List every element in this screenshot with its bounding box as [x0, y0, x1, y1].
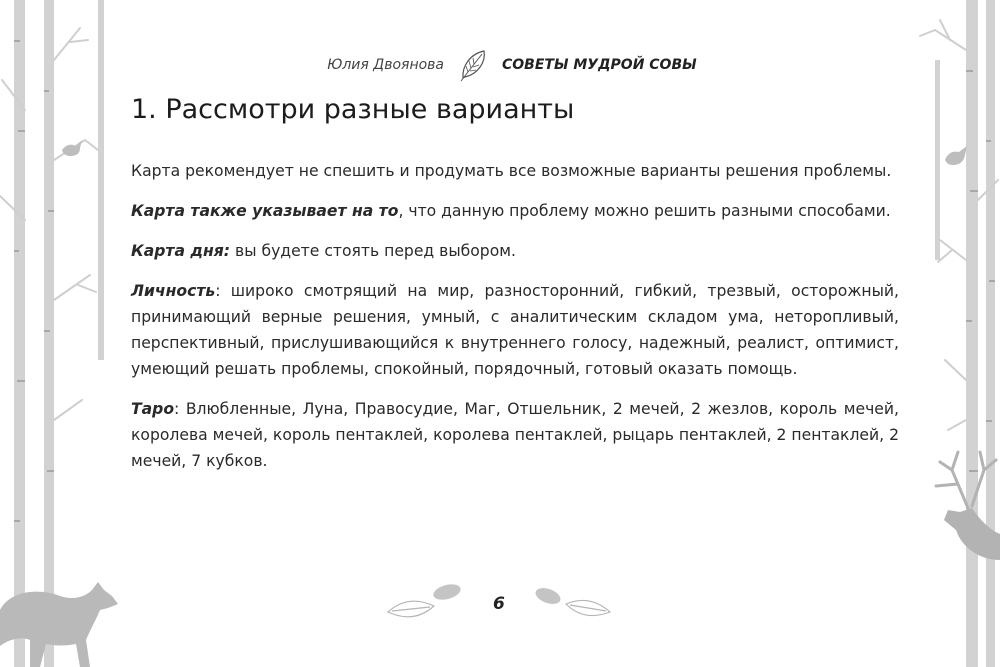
left-birch-trunk [44, 0, 54, 667]
section-heading: 1. Рассмотри разные варианты [131, 94, 575, 125]
paragraph-text: Карта рекомендует не спешить и продумать все возможные варианты решения проблемы. [131, 162, 892, 180]
page-number: 6 [493, 594, 505, 614]
leaf-outline [388, 601, 434, 617]
paragraph-lead: Карта дня: [131, 242, 231, 260]
paragraph [131, 238, 899, 264]
body-text [131, 158, 899, 488]
leaf [533, 585, 562, 607]
paragraph-text: вы будете стоять перед выбором. [230, 242, 516, 260]
leaf-icon [456, 48, 490, 82]
paragraph [131, 158, 899, 184]
bird-left [62, 140, 82, 156]
paragraph [131, 396, 899, 474]
leaf-outline [566, 600, 610, 615]
right-birch-trunk [935, 60, 940, 260]
running-head-author: Юлия Двоянова [327, 57, 444, 73]
paragraph-lead: Карта также указывает на то [131, 202, 399, 220]
paragraph-text: : Влюбленные, Луна, Правосудие, Маг, Отшельник, 2 мечей, 2 жезлов, король мечей, королева мечей, король пентаклей, королева пентаклей, рыцарь пентаклей, 2 пентаклей, 2 мечей, 7 кубков. [131, 400, 899, 470]
running-head [0, 54, 1000, 84]
paragraph-text: , что данную проблему можно решить разными способами. [398, 202, 891, 220]
right-birch-trunk [966, 0, 978, 667]
paragraph [131, 198, 899, 224]
leaf [432, 582, 463, 603]
running-head-title: СОВЕТЫ МУДРОЙ СОВЫ [502, 57, 697, 73]
left-birch-trunk [14, 0, 25, 667]
right-birch-trunk [986, 0, 995, 667]
bird-right [945, 146, 967, 165]
paragraph [131, 278, 899, 382]
paragraph-lead: Таро [131, 400, 175, 418]
paragraph-lead: Личность [131, 282, 216, 300]
paragraph-text: : широко смотрящий на мир, разносторонний, гибкий, трезвый, осторожный, принимающий верные решения, умный, с аналитическим складом ума, неторопливый, перспективный, прислушивающийся к внутреннего голосу, надежный, реалист, оптимист, умеющий решать проблемы, спокойный, порядочный, готовый оказать помощь. [131, 282, 899, 378]
